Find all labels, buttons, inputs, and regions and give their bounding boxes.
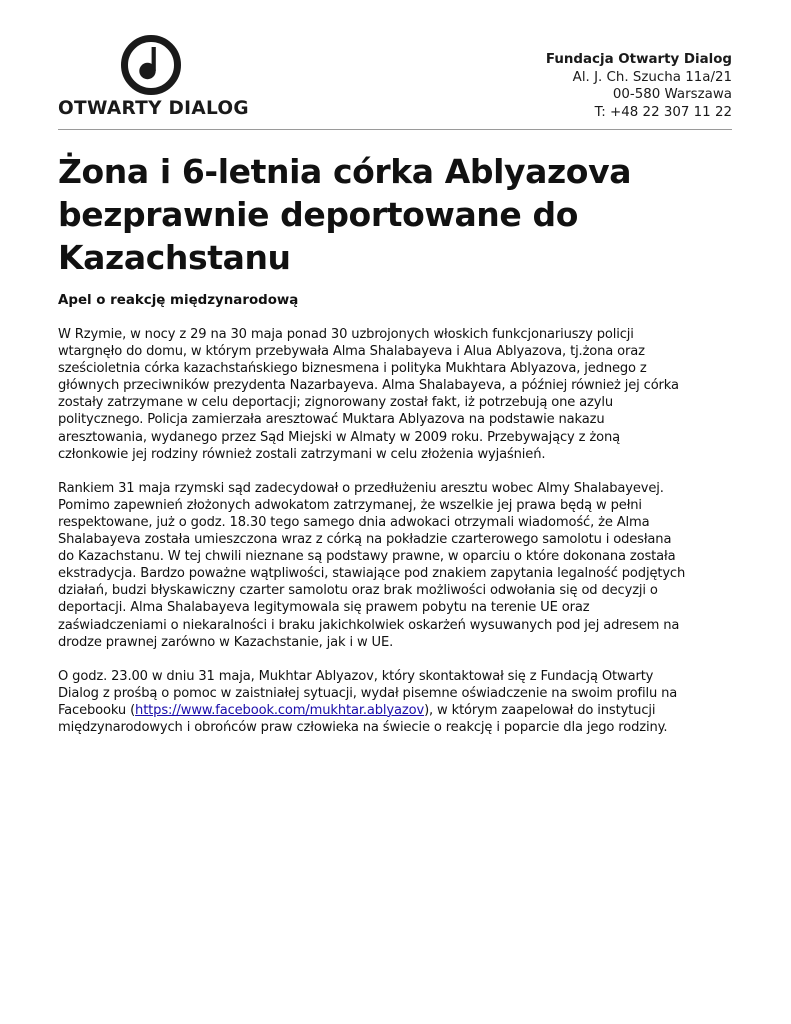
article-subtitle: Apel o reakcję międzynarodową [58, 293, 299, 308]
text-line: Pomimo zapewnień złożonych adwokatom zatrzymanej, że wszelkie jej prawa będą w pełni [58, 497, 642, 513]
text-line: W Rzymie, w nocy z 29 na 30 maja ponad 30 uzbrojonych włoskich funkcjonariuszy policji [58, 327, 634, 342]
text-line: głównych przeciwników prezydenta Nazarbayeva. Alma Shalabayeva, a później również jej córka [58, 378, 679, 394]
article-title [58, 150, 738, 279]
title-line: bezprawnie deportowane do [58, 195, 578, 234]
organization-address [546, 51, 732, 121]
text-line: członkowie jej rodziny również zostali zatrzymani w celu złożenia wyjaśnień. [58, 446, 546, 462]
logo-text: OTWARTY DIALOG [58, 98, 249, 119]
organization-name: Fundacja Otwarty Dialog [545, 52, 732, 67]
text-fragment: ), w którym zaapelował do instytucji [424, 702, 656, 718]
text-line: drodze prawnej zarówno w Kazachstanie, jak i w UE. [58, 634, 394, 650]
logo [58, 34, 248, 124]
paragraph-3 [58, 668, 738, 736]
text-line: wtargnęło do domu, w którym przebywała Alma Shalabayeva i Alua Ablyazova, tj.żona oraz [58, 344, 645, 360]
text-line: respektowane, już o godz. 18.30 tego samego dnia adwokaci otrzymali wiadomość, że Alma [58, 514, 650, 530]
title-line: Kazachstanu [58, 238, 291, 277]
title-line: Żona i 6-letnia córka Ablyazova [58, 152, 632, 191]
text-line: działań, budzi błyskawiczny czarter samolotu oraz brak możliwości odwołania się od decyzji o [58, 583, 658, 599]
text-line: sześcioletnia córka kazachstańskiego biznesmena i polityka Mukhtara Ablyazova, jednego z [58, 361, 647, 377]
text-line: Dialog z prośbą o pomoc w zaistniałej sytuacji, wydał pisemne oświadczenie na swoim profilu na [58, 685, 678, 701]
article-body [58, 326, 738, 753]
text-line: zaświadczeniami o niekaralności i braku jakichkolwiek oskarżeń wysuwanych pod jej adresem na [58, 617, 680, 633]
text-line [58, 702, 738, 719]
text-line: Rankiem 31 maja rzymski sąd zadecydował o przedłużeniu aresztu wobec Almy Shalabayevej. [58, 480, 664, 496]
text-fragment: Facebooku ( [58, 702, 136, 718]
text-line: Shalabayeva została umieszczona wraz z córką na pokładzie czarterowego samolotu i odesłana [58, 532, 672, 548]
header-divider [58, 129, 732, 130]
text-line: deportacji. Alma Shalabayeva legitymowala się prawem pobytu na terenie UE oraz [58, 600, 590, 616]
paragraph-2 [58, 480, 738, 651]
music-note-logo-icon [120, 34, 182, 96]
facebook-profile-link[interactable]: https://www.facebook.com/mukhtar.ablyazov [135, 702, 425, 718]
text-line: międzynarodowych i obrońców praw człowieka na świecie o reakcję i poparcie dla jego rodziny. [58, 719, 668, 735]
text-line: zostały zatrzymane w celu deportacji; zignorowany został fakt, iż potrzebują one azylu [58, 395, 614, 411]
address-city: 00-580 Warszawa [612, 87, 732, 102]
paragraph-1 [58, 326, 738, 463]
text-line: aresztowania, wydanego przez Sąd Miejski w Almaty w 2009 roku. Przebywający z żoną [58, 429, 621, 445]
phone-number: T: +48 22 307 11 22 [594, 104, 732, 120]
text-line: O godz. 23.00 w dniu 31 maja, Mukhtar Ablyazov, który skontaktował się z Fundacją Otwarty [58, 668, 654, 684]
address-street: Al. J. Ch. Szucha 11a/21 [572, 69, 732, 85]
text-line: ekstradycja. Bardzo poważne wątpliwości, stawiające pod znakiem zapytania legalność podjętych [58, 566, 686, 582]
text-line: politycznego. Policja zamierzała aresztować Muktara Ablyazova na podstawie nakazu [58, 412, 605, 428]
text-line: do Kazachstanu. W tej chwili nieznane są podstawy prawne, w oparciu o które dokonana została [58, 549, 676, 565]
